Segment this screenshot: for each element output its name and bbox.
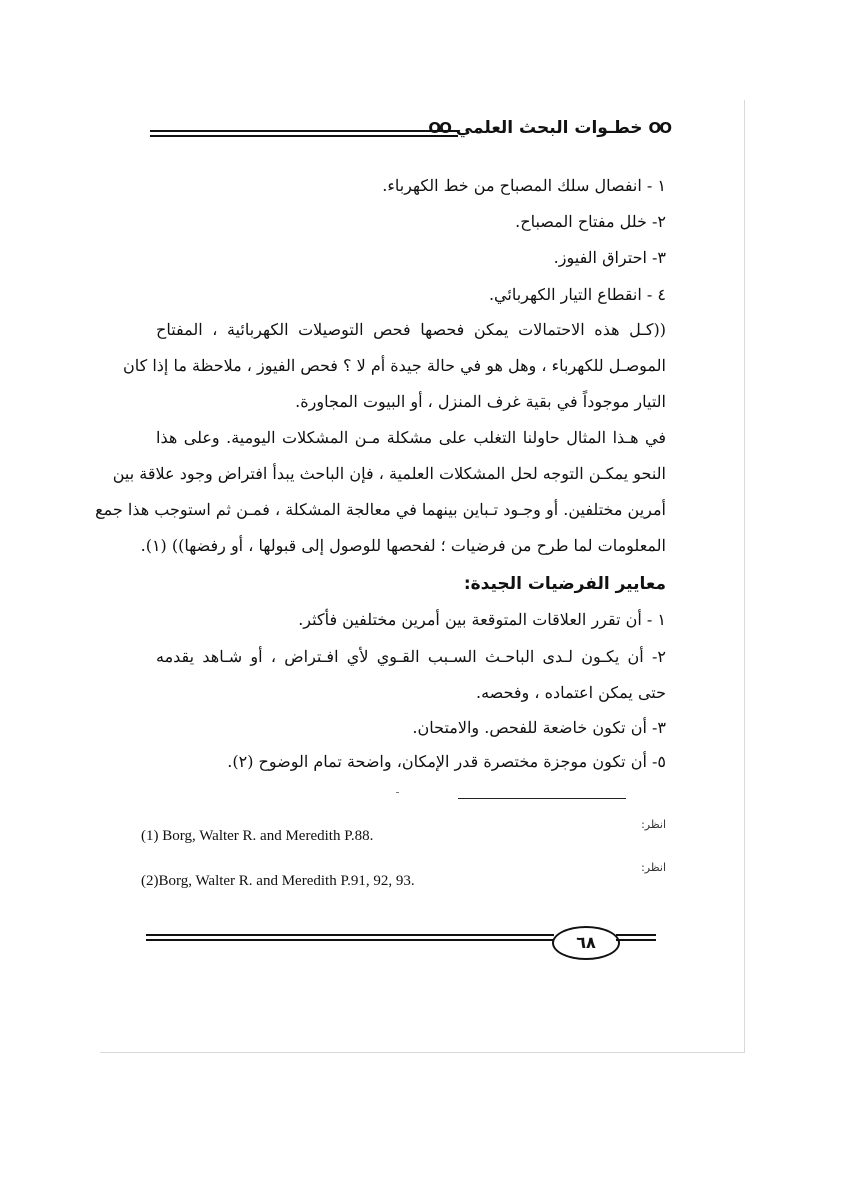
- list-item: ١ - انفصال سلك المصباح من خط الكهرباء.: [382, 176, 666, 195]
- page-footer: [146, 924, 656, 964]
- criteria-item: ٣- أن تكون خاضعة للفحص. والامتحان.: [412, 718, 666, 737]
- header-title-block: [428, 118, 670, 138]
- paragraph-line: أمرين مختلفين. أو وجـود تـباين بينهما في معالجة المشكلة ، فمـن ثم استوجب هذا جمع: [95, 500, 666, 519]
- ring-ornament-icon: OO: [648, 119, 670, 137]
- criteria-item: ١ - أن تقرر العلاقات المتوقعة بين أمرين مختلفين فأكثر.: [298, 610, 666, 629]
- list-item: ٢- خلل مفتاح المصباح.: [515, 212, 666, 231]
- criteria-item: ٥- أن تكون موجزة مختصرة قدر الإمكان، واضحة تمام الوضوح (٢).: [227, 752, 666, 771]
- paragraph-line: في هـذا المثال حاولنا التغلب على مشكلة مـن المشكلات اليومية. وعلى هذا: [156, 428, 666, 447]
- paragraph-line: التيار موجوداً في بقية غرف المنزل ، أو البيوت المجاورة.: [295, 392, 666, 411]
- footer-rule: [616, 934, 656, 936]
- footnote-tag: انظر:: [641, 861, 666, 874]
- header-rule: [150, 135, 458, 137]
- criteria-item-continuation: حتى يمكن اعتماده ، وفحصه.: [476, 683, 666, 702]
- paragraph-line: الموصـل للكهرباء ، وهل هو في حالة جيدة أم لا ؟ فحص الفيوز ، ملاحظة ما إذا كان: [123, 356, 666, 375]
- page-frame-right-edge: [744, 100, 745, 1053]
- footer-rule: [146, 939, 554, 941]
- paragraph-line: ((كـل هذه الاحتمالات يمكن فحصها فحص التوصيلات الكهربائية ، المفتاح: [156, 320, 666, 339]
- scan-speck: [396, 792, 399, 793]
- footer-rule: [616, 939, 656, 941]
- book-title: خطـوات البحث العلمي: [455, 118, 643, 138]
- section-heading: معايير الفرضيات الجيدة:: [463, 574, 666, 594]
- page-frame-bottom-edge: [100, 1052, 745, 1053]
- list-item: ٣- احتراق الفيوز.: [553, 248, 666, 267]
- list-item: ٤ - انقطاع التيار الكهربائي.: [488, 285, 666, 304]
- header-rule: [150, 130, 458, 132]
- running-header: [150, 118, 670, 152]
- criteria-item: ٢- أن يكـون لـدى الباحـث السـبب القـوي لأي افـتراض ، أو شـاهد يقدمه: [156, 647, 666, 666]
- paragraph-line: النحو يمكـن التوجه لحل المشكلات العلمية ، فإن الباحث يبدأ افتراض وجود علاقة بين: [112, 464, 666, 483]
- paragraph-line: المعلومات لما طرح من فرضيات ؛ لفحصها للوصول إلى قبولها ، أو رفضها)) (١).: [140, 536, 666, 555]
- footer-rule: [146, 934, 554, 936]
- footnote-tag: انظر:: [641, 818, 666, 831]
- footnote-text: (2)Borg, Walter R. and Meredith P.91, 92, 93.: [141, 873, 415, 889]
- ring-ornament-icon: OO: [428, 119, 450, 137]
- footnote-separator: [458, 798, 626, 799]
- page-number: ٦٨: [552, 926, 620, 960]
- footnote-text: (1) Borg, Walter R. and Meredith P.88.: [141, 828, 374, 844]
